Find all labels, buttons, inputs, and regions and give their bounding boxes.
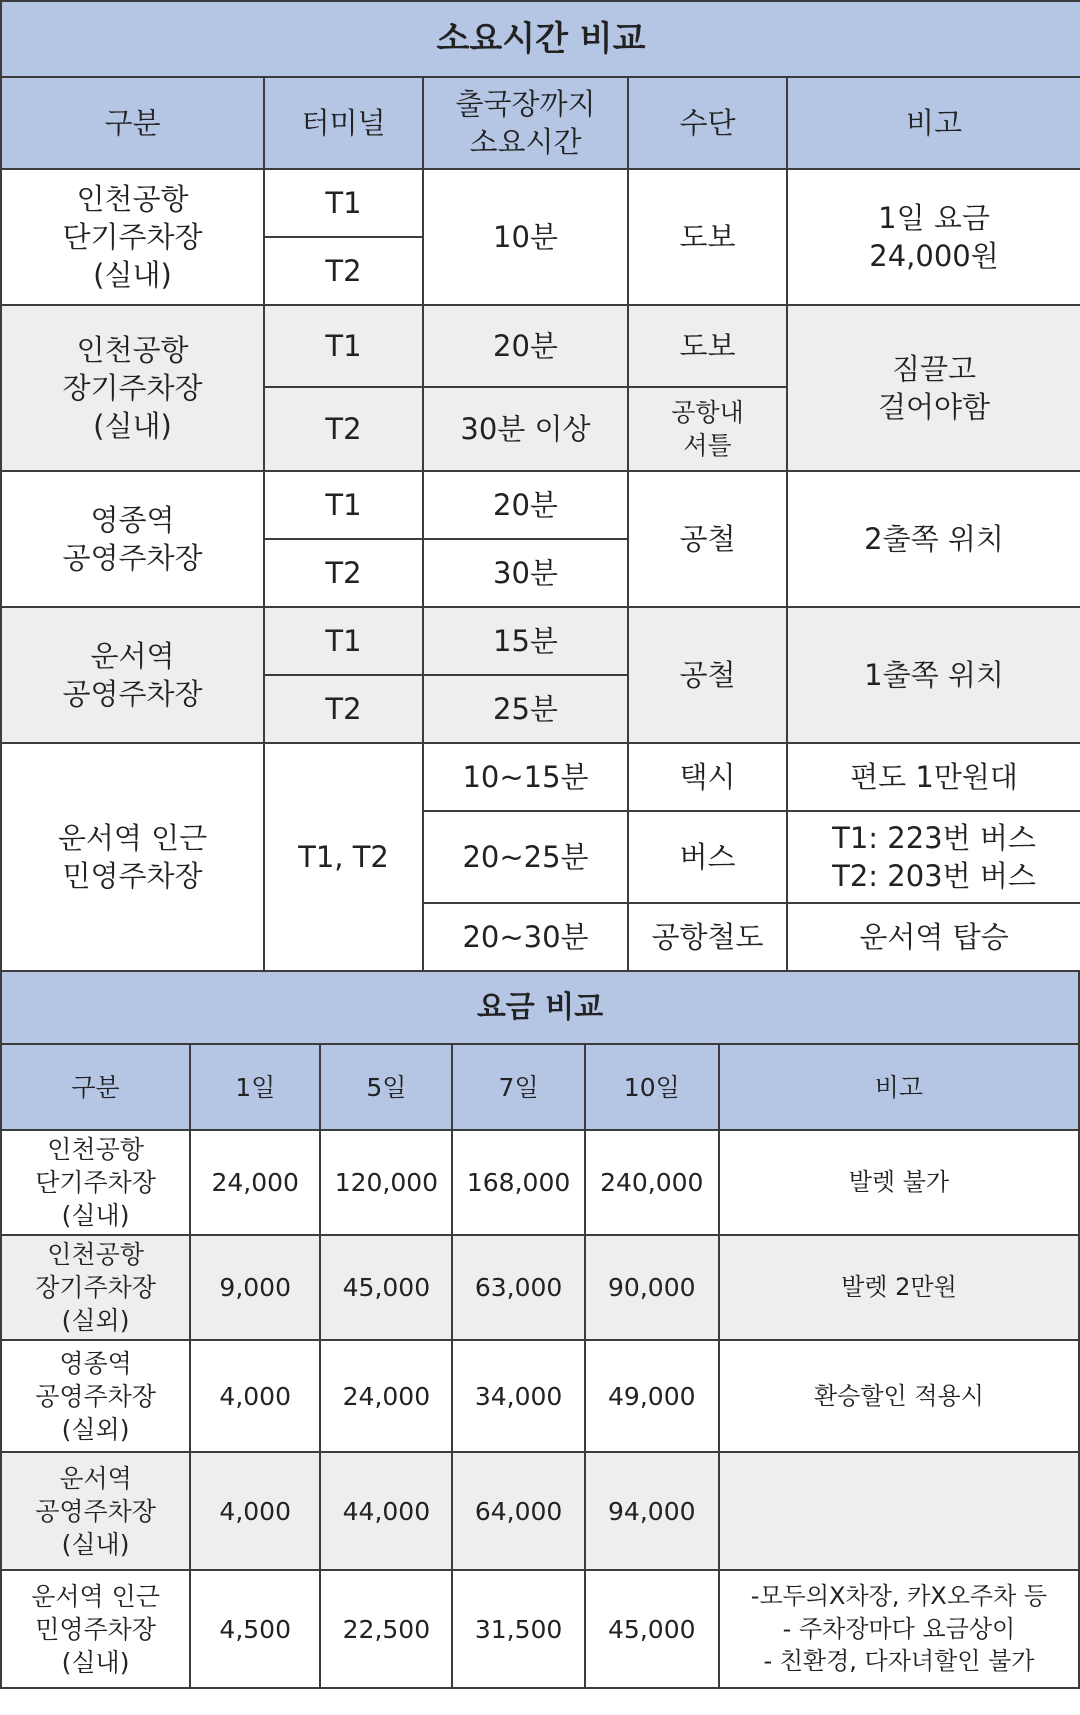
row-name-line: 운서역 인근 (31, 1581, 160, 1611)
fee-cell: 168,000 (452, 1130, 584, 1235)
note-line: T2: 203번 버스 (832, 859, 1036, 893)
time-cell: 15분 (423, 607, 628, 675)
note-line: 1일 요금 (878, 200, 990, 235)
terminal-cell: T1, T2 (264, 743, 423, 971)
row-name-line: 공영주차장 (35, 1381, 156, 1411)
fee-header-cell: 5일 (320, 1044, 452, 1130)
table-row (1, 1130, 1079, 1235)
row-name-line: 영종역 (90, 502, 175, 537)
fee-cell: 45,000 (320, 1235, 452, 1340)
row-name-line: (실내) (61, 1647, 130, 1677)
header-category: 구분 (1, 77, 264, 169)
fee-cell: 44,000 (320, 1452, 452, 1570)
header-note: 비고 (787, 77, 1080, 169)
note-cell (719, 1452, 1079, 1570)
table-row (1, 1570, 1079, 1688)
terminal-cell: T2 (264, 387, 423, 471)
fee-header-cell: 10일 (585, 1044, 719, 1130)
means-cell: 도보 (628, 305, 787, 387)
note-line: 24,000원 (869, 239, 999, 273)
row-name-line: (실내) (93, 258, 172, 293)
row-name-line: 단기주차장 (62, 219, 203, 254)
fee-cell: 120,000 (320, 1130, 452, 1235)
row-name (1, 607, 264, 743)
row-name-line: 영종역 (59, 1348, 132, 1378)
fee-title: 요금 비교 (1, 971, 1079, 1044)
fee-cell: 9,000 (190, 1235, 320, 1340)
terminal-cell: T1 (264, 607, 423, 675)
row-name-line: 운서역 인근 (57, 820, 208, 855)
table-row (1, 471, 1080, 539)
travel-time-header-row (1, 77, 1080, 169)
row-name (1, 1340, 190, 1452)
means-line: 셔틀 (683, 431, 732, 460)
header-means: 수단 (628, 77, 787, 169)
table-row (1, 1452, 1079, 1570)
terminal-cell: T2 (264, 539, 423, 607)
row-name (1, 169, 264, 305)
fee-cell: 34,000 (452, 1340, 584, 1452)
note-line: 발렛 2만원 (841, 1273, 957, 1302)
row-name-line: 공영주차장 (62, 677, 203, 711)
terminal-cell: T1 (264, 305, 423, 387)
terminal-cell: T2 (264, 675, 423, 743)
fee-cell: 64,000 (452, 1452, 584, 1570)
table-row (1, 1340, 1079, 1452)
row-name-line: 공영주차장 (35, 1496, 156, 1526)
row-name-line: (실외) (61, 1414, 130, 1444)
header-terminal: 터미널 (264, 77, 423, 169)
row-name-line: (실외) (61, 1306, 130, 1335)
note-line: 발렛 불가 (848, 1168, 950, 1197)
note-line: - 친환경, 다자녀할인 불가 (763, 1647, 1035, 1676)
note-line: 짐끌고 (891, 351, 977, 386)
note-line: 걸어야함 (877, 390, 991, 424)
terminal-cell: T1 (264, 471, 423, 539)
time-cell: 30분 이상 (423, 387, 628, 471)
fee-cell: 24,000 (190, 1130, 320, 1235)
fee-cell: 4,500 (190, 1570, 320, 1688)
fee-cell: 240,000 (585, 1130, 719, 1235)
row-name-line: 인천공항 (76, 181, 189, 216)
time-cell: 10~15분 (423, 743, 628, 811)
fee-cell: 22,500 (320, 1570, 452, 1688)
note-cell: 2출쪽 위치 (787, 471, 1080, 607)
fee-cell: 4,000 (190, 1340, 320, 1452)
row-name-line: 민영주차장 (62, 859, 203, 893)
header-time-line: 소요시간 (469, 125, 582, 159)
header-time (423, 77, 628, 169)
fee-header-cell: 구분 (1, 1044, 190, 1130)
fee-cell: 63,000 (452, 1235, 584, 1340)
row-name-line: 인천공항 (47, 1135, 144, 1164)
row-name-line: 운서역 (90, 638, 175, 673)
note-cell (719, 1570, 1079, 1688)
row-name-line: 인천공항 (76, 332, 189, 367)
note-cell (719, 1235, 1079, 1340)
terminal-cell: T1 (264, 169, 423, 237)
row-name-line: 단기주차장 (35, 1168, 156, 1197)
note-cell: 1출쪽 위치 (787, 607, 1080, 743)
fee-header-cell: 1일 (190, 1044, 320, 1130)
note-cell (787, 903, 1080, 971)
note-cell (787, 743, 1080, 811)
means-line: 공항내 (671, 398, 744, 427)
means-cell: 공항철도 (628, 903, 787, 971)
means-cell: 공철 (628, 471, 787, 607)
row-name-line: 인천공항 (47, 1240, 144, 1269)
travel-time-title: 소요시간 비교 (1, 1, 1080, 77)
note-cell (787, 305, 1080, 471)
row-name-line: 민영주차장 (35, 1614, 156, 1644)
row-name-line: 운서역 (59, 1463, 132, 1493)
table-row (1, 607, 1080, 675)
time-cell: 30분 (423, 539, 628, 607)
means-cell: 공철 (628, 607, 787, 743)
means-cell: 택시 (628, 743, 787, 811)
terminal-cell: T2 (264, 237, 423, 305)
row-name-line: 공영주차장 (62, 541, 203, 575)
fee-cell: 45,000 (585, 1570, 719, 1688)
fee-header-row (1, 1044, 1079, 1130)
fee-cell: 4,000 (190, 1452, 320, 1570)
fee-table (0, 970, 1080, 1689)
table-row (1, 1235, 1079, 1340)
row-name (1, 1452, 190, 1570)
row-name (1, 305, 264, 471)
row-name-line: 장기주차장 (35, 1273, 156, 1302)
fee-cell: 94,000 (585, 1452, 719, 1570)
note-line: T1: 223번 버스 (832, 820, 1036, 855)
note-cell (787, 169, 1080, 305)
means-cell (628, 387, 787, 471)
fee-cell: 90,000 (585, 1235, 719, 1340)
table-row (1, 305, 1080, 387)
header-time-line: 출국장까지 (455, 86, 596, 121)
time-cell: 20분 (423, 471, 628, 539)
note-cell (719, 1340, 1079, 1452)
note-cell (719, 1130, 1079, 1235)
note-line: - 주차장마다 요금상이 (782, 1614, 1016, 1643)
time-cell: 20~25분 (423, 811, 628, 903)
row-name (1, 1235, 190, 1340)
row-name (1, 743, 264, 971)
row-name (1, 1130, 190, 1235)
fee-header-cell: 7일 (452, 1044, 584, 1130)
time-cell: 25분 (423, 675, 628, 743)
table-row (1, 169, 1080, 237)
fee-header-cell: 비고 (719, 1044, 1079, 1130)
note-line: 환승할인 적용시 (813, 1381, 984, 1410)
time-cell: 20~30분 (423, 903, 628, 971)
means-cell: 버스 (628, 811, 787, 903)
row-name-line: 장기주차장 (62, 370, 203, 405)
note-cell (787, 811, 1080, 903)
note-line: 편도 1만원대 (850, 759, 1018, 794)
fee-cell: 49,000 (585, 1340, 719, 1452)
means-cell: 도보 (628, 169, 787, 305)
row-name (1, 1570, 190, 1688)
row-name-line: (실내) (93, 409, 172, 444)
fee-cell: 24,000 (320, 1340, 452, 1452)
note-line: 운서역 탑승 (859, 919, 1009, 954)
row-name (1, 471, 264, 607)
time-cell: 10분 (423, 169, 628, 305)
table-row (1, 743, 1080, 811)
note-line: -모두의X차장, 카X오주차 등 (750, 1582, 1048, 1611)
row-name-line: (실내) (61, 1529, 130, 1559)
row-name-line: (실내) (61, 1201, 130, 1230)
fee-cell: 31,500 (452, 1570, 584, 1688)
time-cell: 20분 (423, 305, 628, 387)
